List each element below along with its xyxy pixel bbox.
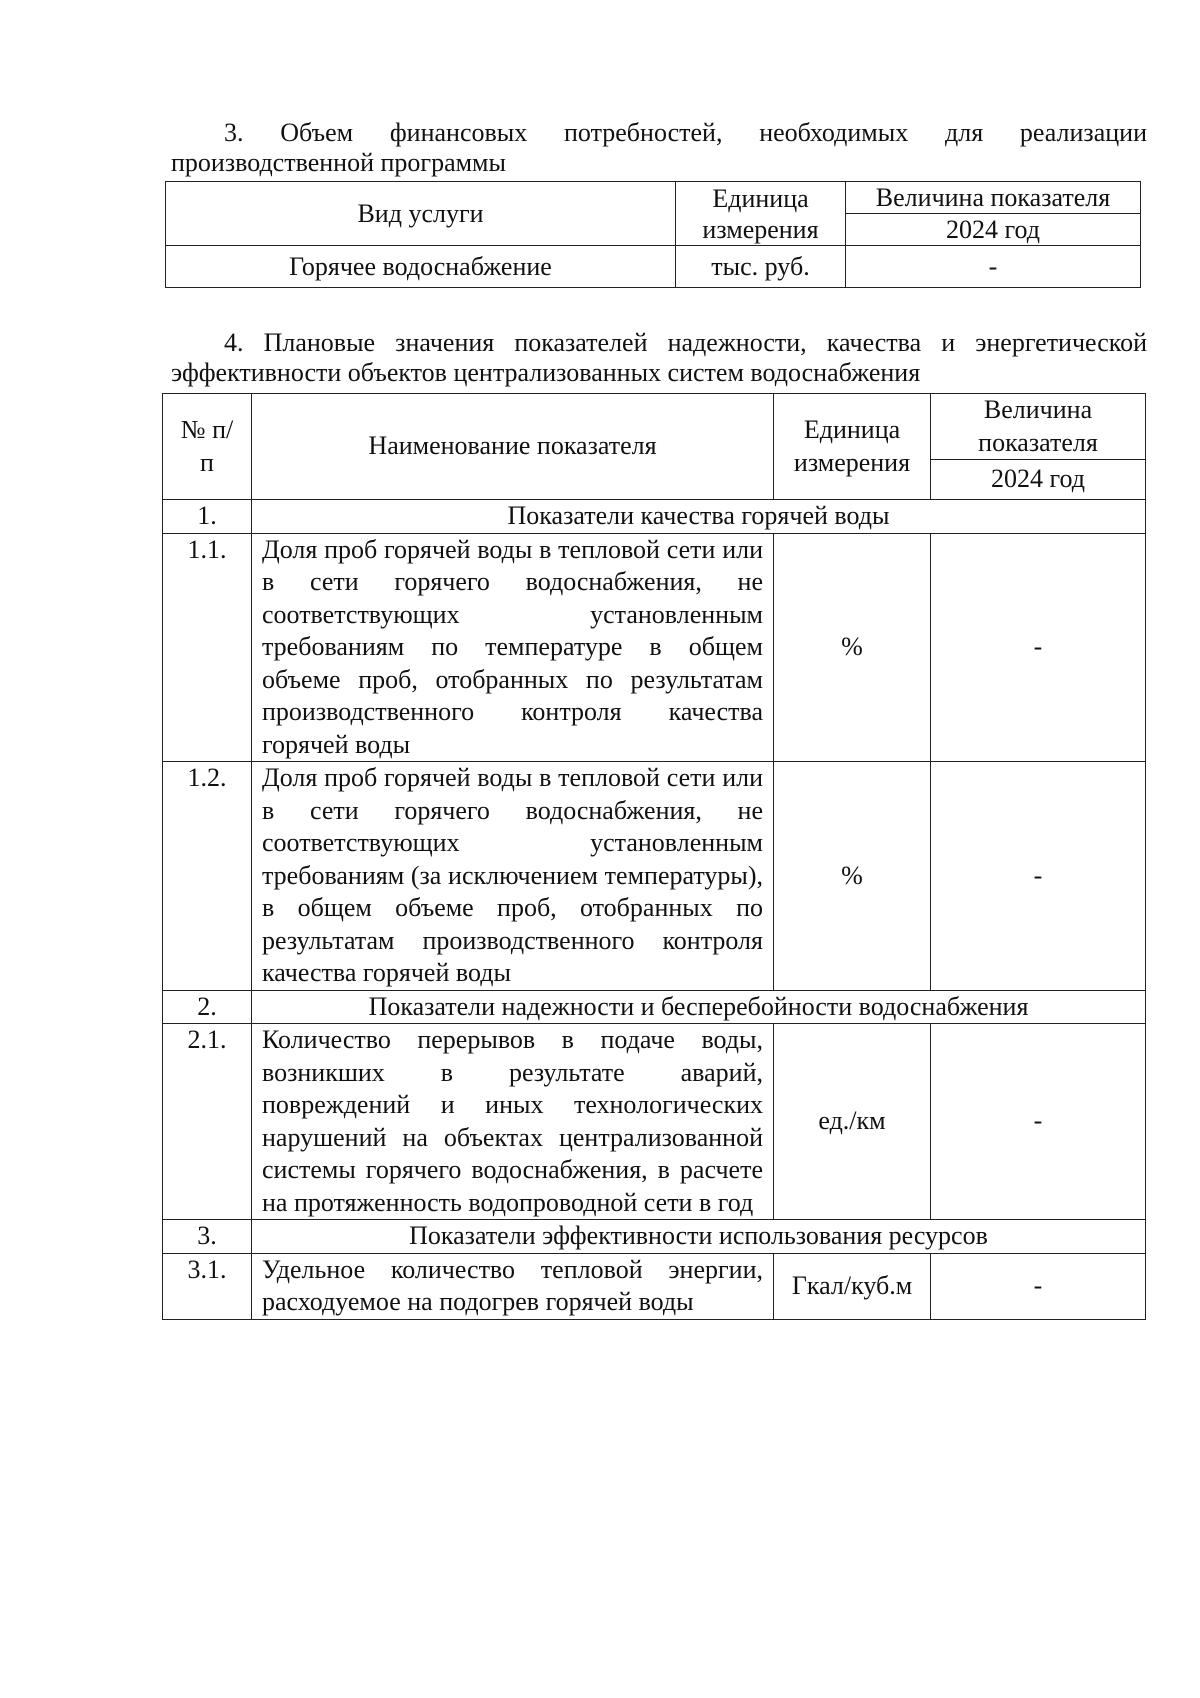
row-num: 1.2. xyxy=(163,762,252,991)
cell-value: - xyxy=(846,246,1141,288)
table-row xyxy=(163,1253,1146,1319)
group-row xyxy=(163,500,1146,534)
group-num: 2. xyxy=(163,990,252,1024)
row-value: - xyxy=(931,1024,1146,1220)
row-unit: % xyxy=(774,533,931,762)
header-year: 2024 год xyxy=(931,460,1146,500)
cell-service: Горячее водоснабжение xyxy=(166,246,676,288)
group-row xyxy=(163,1220,1146,1254)
row-value: - xyxy=(931,762,1146,991)
section-3-heading xyxy=(171,118,1147,178)
header-service: Вид услуги xyxy=(166,182,676,246)
indicators-table xyxy=(162,393,1146,1320)
table-row xyxy=(166,246,1141,288)
section-4-heading xyxy=(171,328,1147,388)
group-row xyxy=(163,990,1146,1024)
row-num: 2.1. xyxy=(163,1024,252,1220)
row-name: Доля проб горячей воды в тепловой сети или в сети горячего водоснабжения, не соответствующих установленным требованиям (за исключением температуры), в общем объеме проб, отобранных по результатам производственного контроля качества горячей воды xyxy=(252,762,774,991)
header-unit: Единица измерения xyxy=(774,394,931,500)
table-row xyxy=(163,762,1146,991)
header-value: Величина показателя xyxy=(931,394,1146,460)
row-value: - xyxy=(931,1253,1146,1319)
row-unit: Гкал/куб.м xyxy=(774,1253,931,1319)
table-row xyxy=(163,533,1146,762)
group-num: 3. xyxy=(163,1220,252,1254)
section-3-heading-line1: 3. Объем финансовых потребностей, необходимых для реализации xyxy=(224,118,1147,147)
header-num: № п/п xyxy=(163,394,252,500)
header-unit: Единица измерения xyxy=(676,182,846,246)
row-name: Удельное количество тепловой энергии, расходуемое на подогрев горячей воды xyxy=(252,1253,774,1319)
financial-needs-table xyxy=(165,181,1141,288)
section-4-heading-line1: 4. Плановые значения показателей надежности, качества и энергетической xyxy=(224,328,1147,357)
group-title: Показатели надежности и бесперебойности водоснабжения xyxy=(252,990,1146,1024)
row-unit: ед./км xyxy=(774,1024,931,1220)
header-year: 2024 год xyxy=(846,214,1141,246)
row-num: 3.1. xyxy=(163,1253,252,1319)
row-name: Количество перерывов в подаче воды, возникших в результате аварий, повреждений и иных технологических нарушений на объектах централизованной системы горячего водоснабжения, в расчете на протяженность водопроводной сети в год xyxy=(252,1024,774,1220)
group-title: Показатели качества горячей воды xyxy=(252,500,1146,534)
row-name: Доля проб горячей воды в тепловой сети или в сети горячего водоснабжения, не соответствующих установленным требованиям по температуре в общем объеме проб, отобранных по результатам производственного контроля качества горячей воды xyxy=(252,533,774,762)
row-unit: % xyxy=(774,762,931,991)
table-row xyxy=(163,1024,1146,1220)
header-value: Величина показателя xyxy=(846,182,1141,214)
section-4-heading-line2: эффективности объектов централизованных систем водоснабжения xyxy=(171,358,921,387)
row-value: - xyxy=(931,533,1146,762)
row-num: 1.1. xyxy=(163,533,252,762)
cell-unit: тыс. руб. xyxy=(676,246,846,288)
group-num: 1. xyxy=(163,500,252,534)
header-name: Наименование показателя xyxy=(252,394,774,500)
group-title: Показатели эффективности использования ресурсов xyxy=(252,1220,1146,1254)
section-3-heading-line2: производственной программы xyxy=(171,148,506,177)
